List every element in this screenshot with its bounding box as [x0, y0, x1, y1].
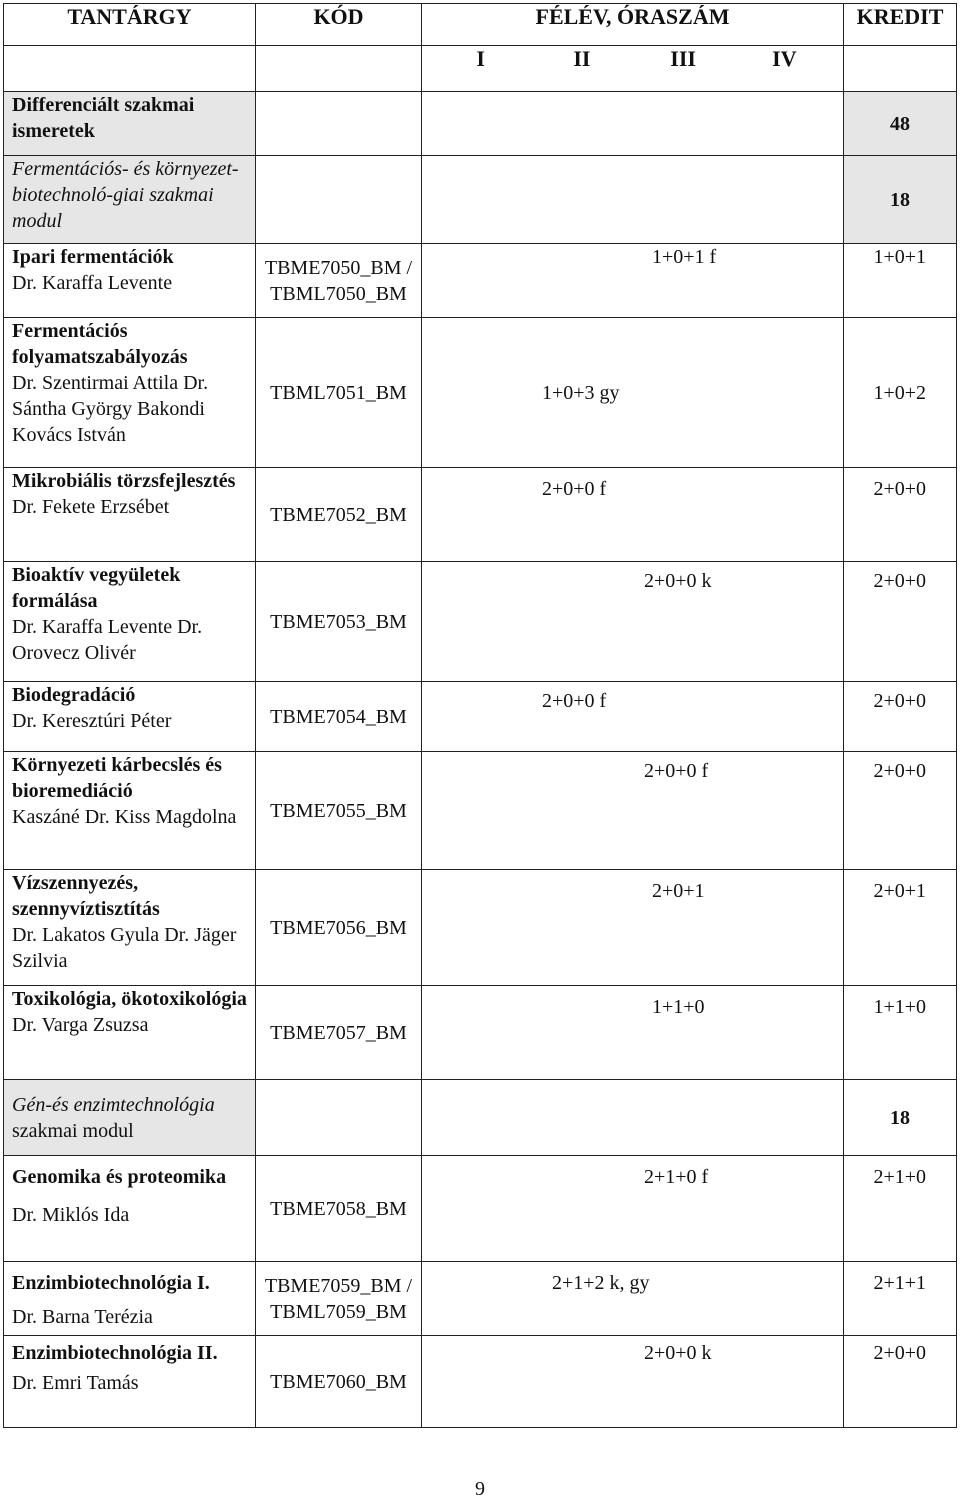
- module-credit: 18: [844, 156, 957, 244]
- page-number: 9: [475, 1478, 485, 1500]
- course-semester: 2+0+0 k: [422, 1336, 844, 1428]
- sem-col-2: II: [573, 46, 591, 71]
- course-semester: 2+1+0 f: [422, 1156, 844, 1262]
- sem-col-3: III: [670, 46, 696, 71]
- course-code: TBME7050_BM / TBML7050_BM: [256, 244, 422, 318]
- sem-col-4: IV: [772, 46, 797, 71]
- course-semester: 2+0+0 k: [422, 562, 844, 682]
- section-credit: 48: [844, 92, 957, 156]
- module-row: [4, 1080, 957, 1156]
- course-code: TBME7056_BM: [256, 870, 422, 986]
- table-row: Toxikológia, ökotoxikológia Dr. Varga Zsuzsa TBME7057_BM 1+1+0 1+1+0: [4, 986, 957, 1080]
- course-code: TBME7057_BM: [256, 986, 422, 1080]
- course-code: TBME7060_BM: [256, 1336, 422, 1428]
- course-code: TBME7058_BM: [256, 1156, 422, 1262]
- course-semester: 2+0+1: [422, 870, 844, 986]
- table-row: Biodegradáció Dr. Keresztúri Péter TBME7054_BM 2+0+0 f 2+0+0: [4, 682, 957, 752]
- semester-columns: [422, 46, 844, 92]
- curriculum-table: [3, 3, 957, 1428]
- header-code: KÓD: [256, 4, 422, 46]
- course-credit: 2+0+0: [844, 752, 957, 870]
- course-credit: 2+0+1: [844, 870, 957, 986]
- course-semester: 2+0+0 f: [422, 682, 844, 752]
- table-row: Enzimbiotechnológia II. Dr. Emri Tamás TBME7060_BM 2+0+0 k 2+0+0: [4, 1336, 957, 1428]
- module-credit: 18: [844, 1080, 957, 1156]
- section-row: [4, 92, 957, 156]
- header-semester: FÉLÉV, ÓRASZÁM: [422, 4, 844, 46]
- course-code: TBME7052_BM: [256, 468, 422, 562]
- course-semester: 1+0+1 f: [422, 244, 844, 318]
- course-code: TBME7055_BM: [256, 752, 422, 870]
- sem-col-1: I: [476, 46, 485, 71]
- course-semester: 2+0+0 f: [422, 468, 844, 562]
- table-row: Ipari fermentációk Dr. Karaffa Levente TBME7050_BM / TBML7050_BM 1+0+1 f 1+0+1: [4, 244, 957, 318]
- course-credit: 2+0+0: [844, 1336, 957, 1428]
- course-credit: 2+1+1: [844, 1262, 957, 1336]
- course-semester: 1+0+3 gy: [422, 318, 844, 468]
- course-code: TBME7059_BM / TBML7059_BM: [256, 1262, 422, 1336]
- table-row: Mikrobiális törzsfejlesztés Dr. Fekete Erzsébet TBME7052_BM 2+0+0 f 2+0+0: [4, 468, 957, 562]
- table-row: Fermentációs folyamatszabályozás Dr. Szentirmai Attila Dr. Sántha György Bakondi Kovács István TBML7051_BM 1+0+3 gy 1+0+2: [4, 318, 957, 468]
- header-credit: KREDIT: [844, 4, 957, 46]
- course-code: TBML7051_BM: [256, 318, 422, 468]
- table-row: Genomika és proteomika Dr. Miklós Ida TBME7058_BM 2+1+0 f 2+1+0: [4, 1156, 957, 1262]
- section-title: Differenciált szakmai ismeretek: [4, 92, 256, 156]
- table-row: Enzimbiotechnológia I. Dr. Barna Terézia TBME7059_BM / TBML7059_BM 2+1+2 k, gy 2+1+1: [4, 1262, 957, 1336]
- course-credit: 2+0+0: [844, 562, 957, 682]
- course-semester: 2+1+2 k, gy: [422, 1262, 844, 1336]
- course-credit: 2+0+0: [844, 682, 957, 752]
- course-code: TBME7054_BM: [256, 682, 422, 752]
- module-title: Fermentációs- és környezet-biotechnoló-giai szakmai modul: [4, 156, 256, 244]
- course-semester: 2+0+0 f: [422, 752, 844, 870]
- table-row: Vízszennyezés, szennyvíztisztítás Dr. Lakatos Gyula Dr. Jäger Szilvia TBME7056_BM 2+0+1 2+0+1: [4, 870, 957, 986]
- course-code: TBME7053_BM: [256, 562, 422, 682]
- course-credit: 2+0+0: [844, 468, 957, 562]
- module-row: [4, 156, 957, 244]
- course-credit: 1+1+0: [844, 986, 957, 1080]
- header-subject: TANTÁRGY: [4, 4, 256, 46]
- course-credit: 1+0+1: [844, 244, 957, 318]
- course-credit: 2+1+0: [844, 1156, 957, 1262]
- table-row: Környezeti kárbecslés és bioremediáció Kaszáné Dr. Kiss Magdolna TBME7055_BM 2+0+0 f 2+0+0: [4, 752, 957, 870]
- table-row: Bioaktív vegyületek formálása Dr. Karaffa Levente Dr. Orovecz Olivér TBME7053_BM 2+0+0 k 2+0+0: [4, 562, 957, 682]
- module-title: Gén-és enzimtechnológia szakmai modul: [4, 1080, 256, 1156]
- course-semester: 1+1+0: [422, 986, 844, 1080]
- course-credit: 1+0+2: [844, 318, 957, 468]
